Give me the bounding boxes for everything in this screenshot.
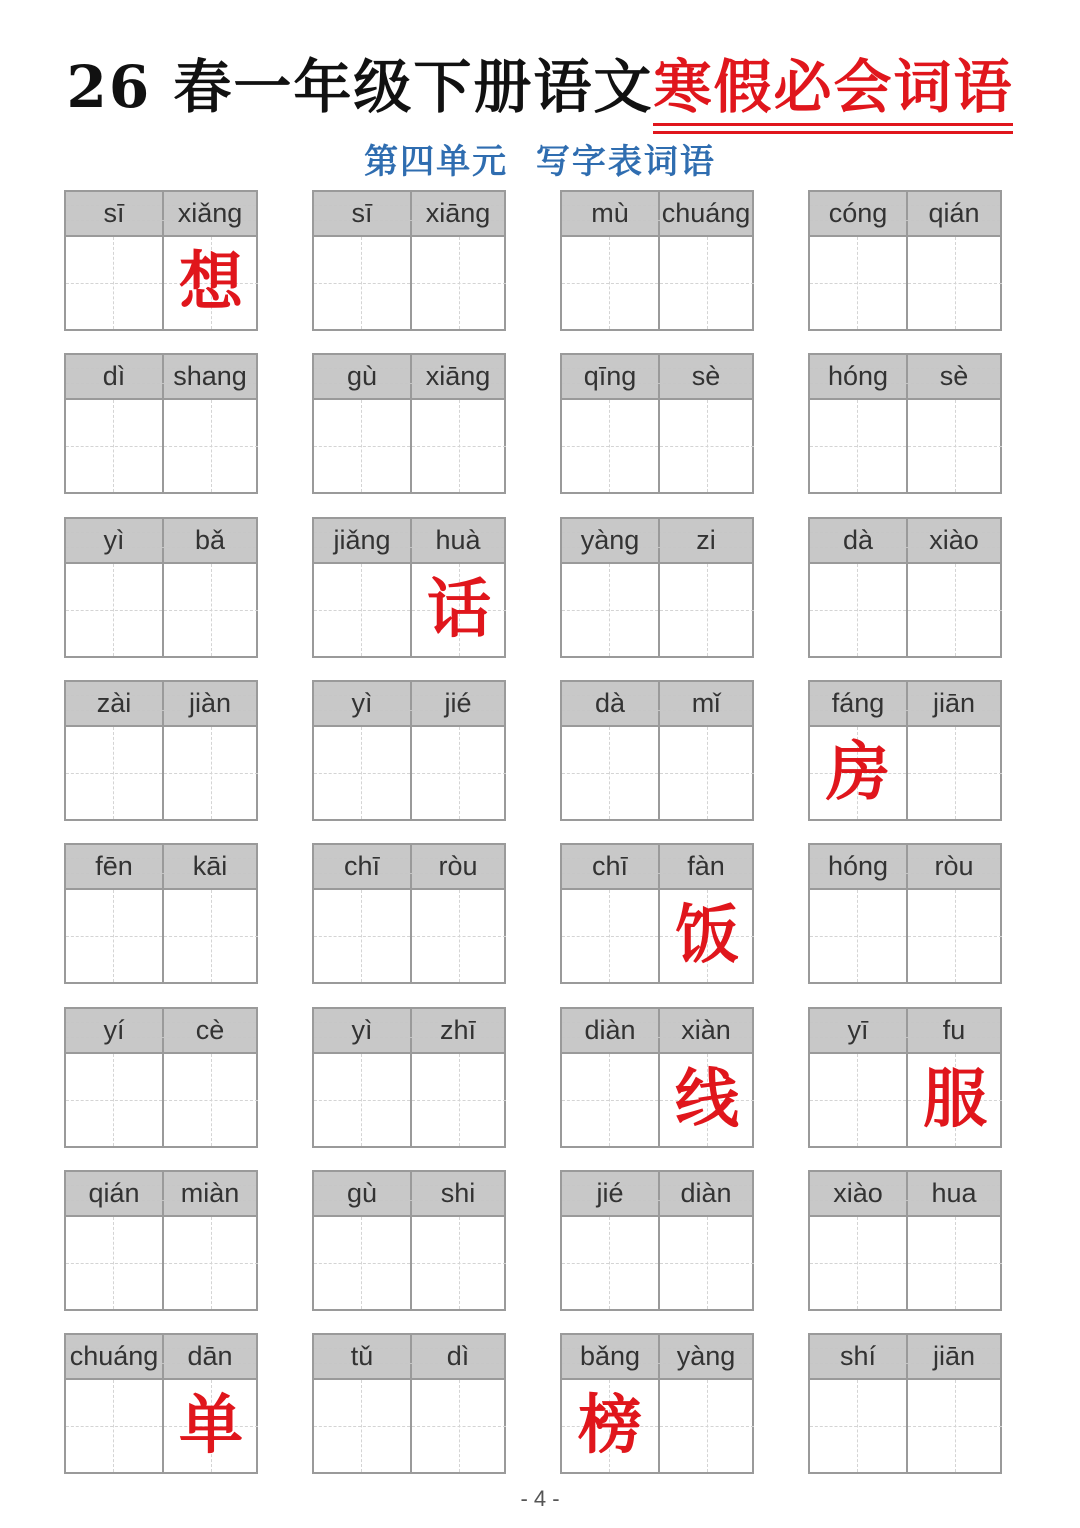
word-box: [808, 1170, 1002, 1311]
model-character: [810, 564, 906, 656]
pinyin-syllable: hóng: [827, 361, 889, 391]
word-box: [64, 843, 258, 984]
model-character: 单: [179, 1388, 243, 1463]
model-character: [164, 1217, 258, 1309]
tian-zi-cell: [658, 237, 754, 329]
character-row: [562, 1054, 752, 1146]
model-character: [810, 237, 906, 329]
pinyin-syllable: cóng: [828, 198, 888, 228]
pinyin-syllable: jiān: [932, 1341, 976, 1371]
word-box: [64, 1007, 258, 1148]
pinyin-row: [810, 519, 1000, 564]
pinyin-syllable: dān: [187, 1341, 233, 1371]
pinyin-syllable: cè: [195, 1015, 225, 1045]
model-character: [314, 564, 410, 656]
word-box: [312, 353, 506, 494]
pinyin-syllable: fàn: [687, 851, 725, 881]
pinyin-syllable: dì: [102, 361, 126, 391]
model-character: [562, 237, 658, 329]
model-character: [164, 890, 258, 982]
word-box: [808, 1333, 1002, 1474]
model-character: 饭: [675, 898, 739, 973]
pinyin-row: [562, 682, 752, 727]
pinyin-syllable: shang: [173, 361, 247, 391]
pinyin-syllable: chī: [591, 851, 629, 881]
tian-zi-cell: [658, 890, 754, 982]
pinyin-row: [562, 1335, 752, 1380]
word-box: [808, 843, 1002, 984]
tian-zi-cell: [162, 400, 258, 492]
tian-zi-cell: [810, 1054, 906, 1146]
pinyin-syllable: zài: [96, 688, 132, 718]
model-character: [314, 1217, 410, 1309]
pinyin-syllable: xiǎng: [177, 198, 243, 228]
tian-zi-cell: [810, 400, 906, 492]
tian-zi-cell: [562, 1054, 658, 1146]
tian-zi-cell: [162, 1054, 258, 1146]
tian-zi-cell: [66, 1054, 162, 1146]
character-row: [66, 1054, 256, 1146]
character-row: [562, 727, 752, 819]
character-row: [314, 400, 504, 492]
model-character: 榜: [578, 1388, 642, 1463]
unit-subtitle: 第四单元 写字表词语: [364, 142, 716, 182]
character-row: [314, 1217, 504, 1309]
tian-zi-cell: [810, 890, 906, 982]
pinyin-syllable: gù: [346, 1178, 378, 1208]
pinyin-syllable: fēn: [95, 851, 133, 881]
pinyin-syllable: jié: [596, 1178, 624, 1208]
pinyin-syllable: sī: [103, 198, 125, 228]
tian-zi-cell: [314, 1217, 410, 1309]
tian-zi-cell: [314, 564, 410, 656]
tian-zi-cell: [658, 1054, 754, 1146]
character-row: [314, 1380, 504, 1472]
tian-zi-cell: [162, 564, 258, 656]
tian-zi-cell: [906, 890, 1002, 982]
character-row: [314, 727, 504, 819]
tian-zi-cell: [410, 564, 506, 656]
model-character: [412, 400, 506, 492]
character-row: [66, 1217, 256, 1309]
model-character: [412, 727, 506, 819]
pinyin-row: [562, 1009, 752, 1054]
pinyin-row: [810, 192, 1000, 237]
tian-zi-cell: [314, 1380, 410, 1472]
model-character: [908, 727, 1002, 819]
model-character: [810, 400, 906, 492]
model-character: [908, 564, 1002, 656]
character-row: [66, 1380, 256, 1472]
tian-zi-cell: [810, 237, 906, 329]
tian-zi-cell: [410, 727, 506, 819]
word-box: [560, 190, 754, 331]
pinyin-syllable: diàn: [680, 1178, 732, 1208]
character-row: [562, 1217, 752, 1309]
model-character: [66, 564, 162, 656]
pinyin-syllable: sè: [691, 361, 721, 391]
model-character: [164, 1054, 258, 1146]
character-row: [810, 1380, 1000, 1472]
tian-zi-cell: [810, 1217, 906, 1309]
character-row: [314, 890, 504, 982]
model-character: [660, 400, 754, 492]
pinyin-row: [562, 519, 752, 564]
pinyin-syllable: hua: [931, 1178, 977, 1208]
tian-zi-cell: [410, 1217, 506, 1309]
pinyin-row: [66, 1172, 256, 1217]
model-character: [810, 1054, 906, 1146]
tian-zi-cell: [906, 727, 1002, 819]
pinyin-row: [810, 1009, 1000, 1054]
pinyin-row: [66, 519, 256, 564]
pinyin-syllable: yī: [847, 1015, 869, 1045]
model-character: [810, 890, 906, 982]
tian-zi-cell: [162, 1380, 258, 1472]
tian-zi-cell: [66, 400, 162, 492]
model-character: [314, 890, 410, 982]
pinyin-syllable: jiǎng: [333, 525, 391, 555]
tian-zi-cell: [314, 237, 410, 329]
character-row: [810, 564, 1000, 656]
character-row: [314, 564, 504, 656]
pinyin-row: [562, 355, 752, 400]
character-row: [562, 400, 752, 492]
tian-zi-cell: [66, 727, 162, 819]
tian-zi-cell: [810, 564, 906, 656]
pinyin-syllable: qīng: [583, 361, 637, 391]
pinyin-syllable: fáng: [831, 688, 885, 718]
pinyin-syllable: sī: [351, 198, 373, 228]
tian-zi-cell: [314, 727, 410, 819]
model-character: [810, 1217, 906, 1309]
character-row: [314, 1054, 504, 1146]
tian-zi-cell: [66, 237, 162, 329]
model-character: [164, 727, 258, 819]
model-character: [908, 400, 1002, 492]
pinyin-syllable: chuáng: [661, 198, 751, 228]
tian-zi-cell: [162, 1217, 258, 1309]
pinyin-syllable: zhī: [439, 1015, 477, 1045]
tian-zi-cell: [562, 727, 658, 819]
pinyin-row: [314, 1009, 504, 1054]
pinyin-syllable: gù: [346, 361, 378, 391]
tian-zi-cell: [906, 1054, 1002, 1146]
model-character: [314, 400, 410, 492]
pinyin-syllable: miàn: [180, 1178, 240, 1208]
tian-zi-cell: [410, 890, 506, 982]
word-box: [64, 517, 258, 658]
tian-zi-cell: [66, 1217, 162, 1309]
character-row: [810, 1217, 1000, 1309]
word-box: [312, 517, 506, 658]
word-box: [808, 1007, 1002, 1148]
tian-zi-cell: [66, 564, 162, 656]
word-box: [64, 680, 258, 821]
model-character: [412, 1054, 506, 1146]
model-character: 线: [675, 1062, 739, 1137]
model-character: [908, 237, 1002, 329]
model-character: [660, 237, 754, 329]
model-character: [314, 727, 410, 819]
model-character: [562, 400, 658, 492]
tian-zi-cell: [410, 1054, 506, 1146]
word-box: [312, 680, 506, 821]
tian-zi-cell: [906, 400, 1002, 492]
pinyin-row: [66, 192, 256, 237]
character-row: [66, 727, 256, 819]
model-character: [660, 727, 754, 819]
character-row: [66, 890, 256, 982]
title-accent: 寒假必会词语: [653, 53, 1013, 126]
character-row: [66, 400, 256, 492]
character-row: [810, 237, 1000, 329]
pinyin-row: [810, 1335, 1000, 1380]
pinyin-row: [314, 1172, 504, 1217]
pinyin-syllable: qián: [88, 1178, 140, 1208]
word-box: [312, 1007, 506, 1148]
character-row: [810, 727, 1000, 819]
model-character: [66, 1380, 162, 1472]
page-title: [67, 40, 1014, 124]
word-box: [64, 190, 258, 331]
pinyin-syllable: yì: [351, 1015, 373, 1045]
pinyin-row: [314, 1335, 504, 1380]
model-character: [412, 1380, 506, 1472]
pinyin-syllable: jiàn: [188, 688, 232, 718]
model-character: [66, 1217, 162, 1309]
pinyin-row: [810, 682, 1000, 727]
tian-zi-cell: [562, 890, 658, 982]
tian-zi-cell: [66, 890, 162, 982]
word-box: [312, 1170, 506, 1311]
pinyin-syllable: xiàn: [681, 1015, 731, 1045]
pinyin-syllable: dì: [446, 1341, 470, 1371]
character-row: [810, 890, 1000, 982]
pinyin-row: [66, 845, 256, 890]
pinyin-syllable: mǐ: [691, 688, 721, 718]
model-character: [908, 890, 1002, 982]
pinyin-row: [810, 355, 1000, 400]
word-box: [560, 1170, 754, 1311]
model-character: [562, 1054, 658, 1146]
pinyin-row: [66, 355, 256, 400]
word-box: [64, 1333, 258, 1474]
pinyin-syllable: xiào: [929, 525, 979, 555]
word-box: [312, 843, 506, 984]
model-character: [412, 890, 506, 982]
character-row: [66, 237, 256, 329]
pinyin-row: [562, 192, 752, 237]
word-box: [560, 353, 754, 494]
tian-zi-cell: [906, 1380, 1002, 1472]
word-box: [64, 353, 258, 494]
model-character: [562, 1217, 658, 1309]
tian-zi-cell: [66, 1380, 162, 1472]
pinyin-syllable: hóng: [827, 851, 889, 881]
character-row: [314, 237, 504, 329]
model-character: [66, 890, 162, 982]
pinyin-syllable: zi: [696, 525, 716, 555]
model-character: [164, 564, 258, 656]
tian-zi-cell: [314, 890, 410, 982]
pinyin-syllable: yí: [103, 1015, 125, 1045]
pinyin-syllable: tǔ: [350, 1341, 374, 1371]
model-character: [66, 727, 162, 819]
pinyin-syllable: bǎng: [579, 1341, 641, 1371]
word-box: [560, 1007, 754, 1148]
model-character: [562, 890, 658, 982]
tian-zi-cell: [906, 1217, 1002, 1309]
word-box: [560, 680, 754, 821]
model-character: [164, 400, 258, 492]
pinyin-syllable: xiāng: [425, 361, 491, 391]
pinyin-syllable: xiào: [833, 1178, 883, 1208]
model-character: [66, 1054, 162, 1146]
tian-zi-cell: [410, 237, 506, 329]
tian-zi-cell: [314, 400, 410, 492]
model-character: [314, 237, 410, 329]
word-box: [560, 843, 754, 984]
tian-zi-cell: [658, 564, 754, 656]
word-box: [808, 680, 1002, 821]
model-character: [660, 1217, 754, 1309]
pinyin-syllable: chī: [343, 851, 381, 881]
pinyin-syllable: yàng: [676, 1341, 736, 1371]
character-row: [562, 890, 752, 982]
pinyin-syllable: jiān: [932, 688, 976, 718]
tian-zi-cell: [314, 1054, 410, 1146]
pinyin-syllable: sè: [939, 361, 969, 391]
pinyin-row: [314, 192, 504, 237]
word-box: [312, 190, 506, 331]
pinyin-syllable: diàn: [584, 1015, 636, 1045]
pinyin-row: [66, 1335, 256, 1380]
pinyin-syllable: huà: [435, 525, 481, 555]
model-character: [66, 400, 162, 492]
model-character: [412, 237, 506, 329]
pinyin-syllable: dà: [842, 525, 874, 555]
tian-zi-cell: [906, 564, 1002, 656]
pinyin-row: [314, 682, 504, 727]
word-box: [312, 1333, 506, 1474]
tian-zi-cell: [562, 237, 658, 329]
page-header: [0, 40, 1080, 124]
model-character: [412, 1217, 506, 1309]
pinyin-syllable: bǎ: [194, 525, 226, 555]
model-character: 话: [427, 572, 491, 647]
character-row: [562, 1380, 752, 1472]
tian-zi-cell: [906, 237, 1002, 329]
model-character: [908, 1380, 1002, 1472]
pinyin-syllable: kāi: [192, 851, 228, 881]
model-character: [66, 237, 162, 329]
tian-zi-cell: [658, 1380, 754, 1472]
model-character: [562, 564, 658, 656]
pinyin-row: [66, 682, 256, 727]
tian-zi-cell: [562, 1380, 658, 1472]
tian-zi-cell: [562, 400, 658, 492]
tian-zi-cell: [810, 727, 906, 819]
pinyin-syllable: xiāng: [425, 198, 491, 228]
pinyin-syllable: yì: [351, 688, 373, 718]
pinyin-row: [314, 519, 504, 564]
pinyin-syllable: yì: [103, 525, 125, 555]
character-row: [562, 564, 752, 656]
character-row: [810, 1054, 1000, 1146]
model-character: [660, 1380, 754, 1472]
pinyin-syllable: dà: [594, 688, 626, 718]
word-box: [808, 353, 1002, 494]
pinyin-syllable: fu: [942, 1015, 966, 1045]
pinyin-syllable: qián: [928, 198, 980, 228]
word-box: [808, 190, 1002, 331]
pinyin-syllable: shí: [839, 1341, 877, 1371]
pinyin-row: [66, 1009, 256, 1054]
pinyin-row: [562, 1172, 752, 1217]
model-character: [314, 1054, 410, 1146]
tian-zi-cell: [162, 237, 258, 329]
word-box: [64, 1170, 258, 1311]
word-box: [560, 1333, 754, 1474]
pinyin-syllable: mù: [591, 198, 629, 228]
character-row: [810, 400, 1000, 492]
model-character: [810, 1380, 906, 1472]
model-character: 房: [826, 735, 890, 810]
pinyin-row: [314, 355, 504, 400]
pinyin-syllable: ròu: [438, 851, 478, 881]
page-number: - 4 -: [520, 1486, 560, 1511]
model-character: [908, 1217, 1002, 1309]
tian-zi-cell: [658, 400, 754, 492]
word-grid: [64, 190, 1004, 1476]
pinyin-syllable: yàng: [580, 525, 640, 555]
tian-zi-cell: [562, 1217, 658, 1309]
word-box: [560, 517, 754, 658]
tian-zi-cell: [162, 890, 258, 982]
model-character: [314, 1380, 410, 1472]
pinyin-row: [562, 845, 752, 890]
pinyin-row: [314, 845, 504, 890]
pinyin-syllable: jié: [444, 688, 472, 718]
pinyin-row: [810, 845, 1000, 890]
pinyin-row: [810, 1172, 1000, 1217]
pinyin-syllable: chuáng: [69, 1341, 159, 1371]
word-box: [808, 517, 1002, 658]
model-character: [562, 727, 658, 819]
model-character: 想: [179, 245, 243, 320]
tian-zi-cell: [410, 1380, 506, 1472]
tian-zi-cell: [658, 727, 754, 819]
tian-zi-cell: [810, 1380, 906, 1472]
character-row: [562, 237, 752, 329]
character-row: [66, 564, 256, 656]
tian-zi-cell: [410, 400, 506, 492]
model-character: [660, 564, 754, 656]
tian-zi-cell: [658, 1217, 754, 1309]
pinyin-syllable: ròu: [934, 851, 974, 881]
pinyin-syllable: shi: [440, 1178, 476, 1208]
tian-zi-cell: [162, 727, 258, 819]
title-main: 26 春一年级下册语文: [66, 53, 654, 121]
tian-zi-cell: [562, 564, 658, 656]
model-character: 服: [923, 1062, 987, 1137]
